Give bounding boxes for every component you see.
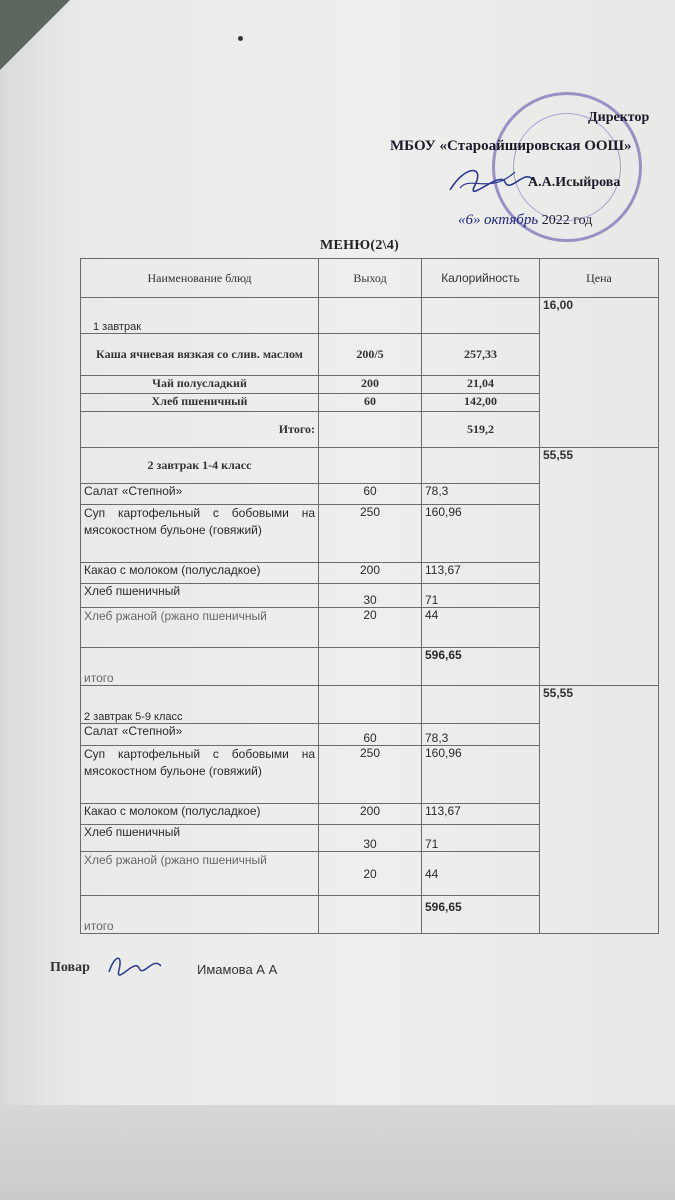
date-year: 2022 год xyxy=(541,213,593,228)
section-title: 2 завтрак 5-9 класс xyxy=(81,686,319,724)
approval-date xyxy=(458,212,592,229)
header-output: Выход xyxy=(319,259,422,298)
dish-name: Салат «Степной» xyxy=(81,724,319,746)
dish-calories: 78,3 xyxy=(422,484,540,505)
dish-output: 30 xyxy=(319,584,422,608)
dish-name: Хлеб ржаной (ржано пшеничный xyxy=(81,608,319,648)
director-signature xyxy=(445,160,535,200)
dish-output: 20 xyxy=(319,608,422,648)
floor-shadow xyxy=(0,1105,675,1200)
dish-name: Хлеб пшеничный xyxy=(81,825,319,852)
cook-name: Имамова А А xyxy=(197,962,278,977)
dish-output: 200/5 xyxy=(319,334,422,376)
dish-output: 60 xyxy=(319,724,422,746)
date-day: «6» xyxy=(458,212,481,228)
dish-name: Чай полусладкий xyxy=(81,376,319,394)
director-name: А.А.Исыйрова xyxy=(528,175,621,190)
total-value: 596,65 xyxy=(422,896,540,934)
dish-calories: 78,3 xyxy=(422,724,540,746)
dish-output: 200 xyxy=(319,804,422,825)
dish-output: 20 xyxy=(319,852,422,896)
dish-calories: 113,67 xyxy=(422,804,540,825)
dish-output: 250 xyxy=(319,746,422,804)
dish-name: Хлеб пшеничный xyxy=(81,394,319,412)
dish-calories: 160,96 xyxy=(422,505,540,563)
section-title: 2 завтрак 1-4 класс xyxy=(81,448,319,484)
dish-name: Суп картофельный с бобовыми на мясокостном бульоне (говяжий) xyxy=(81,746,319,804)
dish-calories: 160,96 xyxy=(422,746,540,804)
dish-output: 250 xyxy=(319,505,422,563)
dish-name: Хлеб пшеничный xyxy=(81,584,319,608)
table-row xyxy=(81,686,659,724)
punch-dot xyxy=(238,36,243,41)
dish-name: Салат «Степной» xyxy=(81,484,319,505)
table-row xyxy=(81,298,659,334)
total-label: Итого: xyxy=(81,412,319,448)
approval-title: Директор xyxy=(588,110,650,125)
dish-output: 30 xyxy=(319,825,422,852)
dish-calories: 21,04 xyxy=(422,376,540,394)
header-dish: Наименование блюд xyxy=(81,259,319,298)
total-value: 596,65 xyxy=(422,648,540,686)
dish-calories: 142,00 xyxy=(422,394,540,412)
dish-name: Какао с молоком (полусладкое) xyxy=(81,563,319,584)
cook-signature xyxy=(105,952,165,980)
section-price: 55,55 xyxy=(540,448,659,686)
page-corner-shadow xyxy=(0,0,70,70)
total-label: итого xyxy=(81,648,319,686)
cook-label: Повар xyxy=(50,960,90,975)
header-price: Цена xyxy=(540,259,659,298)
dish-calories: 44 xyxy=(422,608,540,648)
menu-table xyxy=(80,258,659,934)
dish-output: 60 xyxy=(319,394,422,412)
table-row xyxy=(81,448,659,484)
dish-calories: 44 xyxy=(422,852,540,896)
dish-calories: 257,33 xyxy=(422,334,540,376)
dish-calories: 71 xyxy=(422,584,540,608)
dish-calories: 71 xyxy=(422,825,540,852)
total-label: итого xyxy=(81,896,319,934)
dish-output: 60 xyxy=(319,484,422,505)
section-price: 16,00 xyxy=(540,298,659,448)
dish-name: Хлеб ржаной (ржано пшеничный xyxy=(81,852,319,896)
total-value: 519,2 xyxy=(422,412,540,448)
section-price: 55,55 xyxy=(540,686,659,934)
dish-name: Каша ячневая вязкая со слив. маслом xyxy=(81,334,319,376)
school-name: МБОУ «Староайшировская ООШ» xyxy=(390,138,632,154)
dish-output: 200 xyxy=(319,563,422,584)
dish-name: Суп картофельный с бобовыми на мясокостном бульоне (говяжий) xyxy=(81,505,319,563)
dish-calories: 113,67 xyxy=(422,563,540,584)
menu-title: МЕНЮ(2\4) xyxy=(320,238,400,253)
header-calories: Калорийность xyxy=(422,259,540,298)
date-month: октябрь xyxy=(484,212,539,228)
dish-output: 200 xyxy=(319,376,422,394)
dish-name: Какао с молоком (полусладкое) xyxy=(81,804,319,825)
section-title: 1 завтрак xyxy=(81,298,319,334)
table-header-row xyxy=(81,259,659,298)
